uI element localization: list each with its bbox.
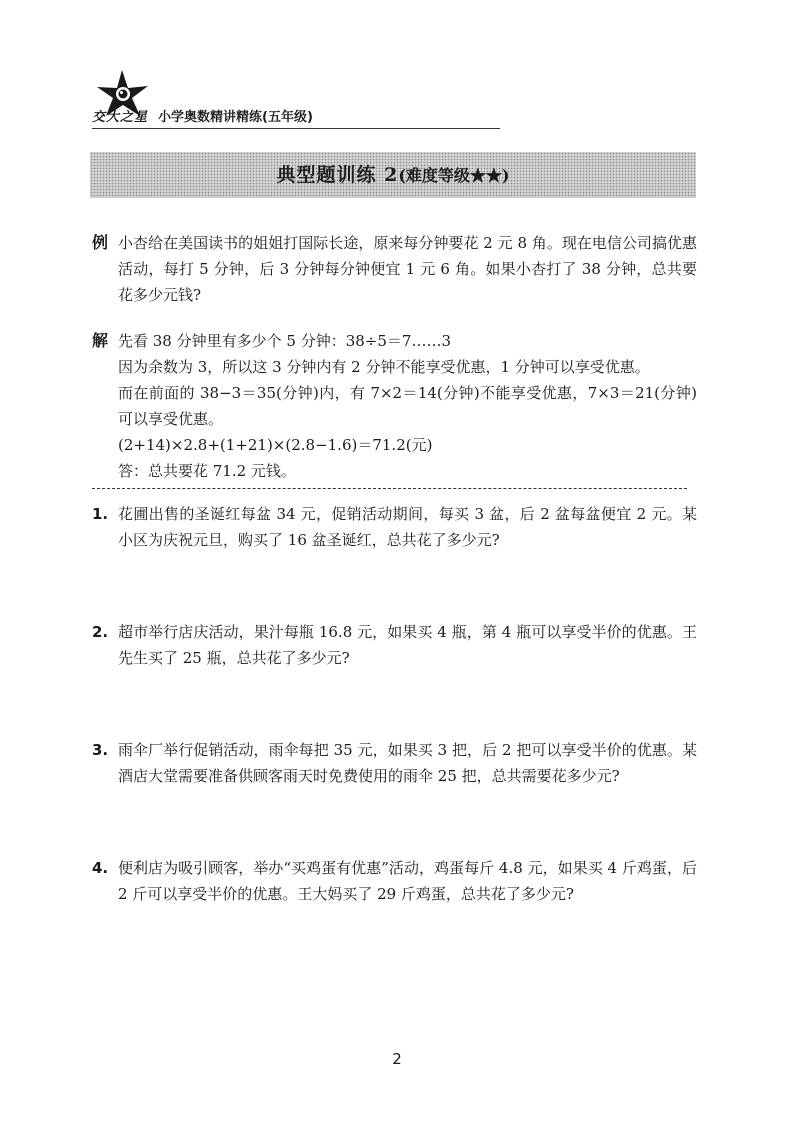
section-title: 典型题训练 2 <box>276 164 399 186</box>
example-label: 例 <box>92 233 109 252</box>
page-header <box>92 66 502 132</box>
header-divider <box>92 128 500 129</box>
problem-text: 超市举行店庆活动，果汁每瓶 16.8 元，如果买 4 瓶，第 4 瓶可以享受半价的优惠。王先生买了 25 瓶，总共花了多少元? <box>118 623 697 667</box>
brand-name: 交大之星 <box>92 110 149 125</box>
problem-item <box>92 737 697 789</box>
problem-number: 1. <box>92 505 109 523</box>
problem-item <box>92 855 697 907</box>
problem-text: 花圃出售的圣诞红每盆 34 元，促销活动期间，每买 3 盆，后 2 盆每盆便宜 2 元。某小区为庆祝元旦，购买了 16 盆圣诞红，总共花了多少元? <box>118 505 697 549</box>
problem-number: 2. <box>92 623 109 641</box>
dashed-divider <box>92 488 687 489</box>
problem-number: 4. <box>92 859 109 877</box>
problem-number: 3. <box>92 741 109 759</box>
difficulty-level: (难度等级★★) <box>398 166 510 185</box>
page-number: 2 <box>392 1050 402 1068</box>
book-title: 小学奥数精讲精练(五年级) <box>158 110 313 125</box>
section-banner <box>90 152 696 198</box>
problem-text: 雨伞厂举行促销活动，雨伞每把 35 元，如果买 3 把，后 2 把可以享受半价的优惠。某酒店大堂需要准备供顾客雨天时免费使用的雨伞 25 把，总共需要花多少元? <box>118 741 697 785</box>
solution-line: 先看 38 分钟里有多少个 5 分钟：38÷5＝7……3 <box>118 332 451 350</box>
problem-text: 便利店为吸引顾客，举办“买鸡蛋有优惠”活动，鸡蛋每斤 4.8 元，如果买 4 斤鸡蛋，后 2 斤可以享受半价的优惠。王大妈买了 29 斤鸡蛋，总共花了多少元? <box>118 859 697 903</box>
example-text: 小杏给在美国读书的姐姐打国际长途，原来每分钟要花 2 元 8 角。现在电信公司搞优惠活动，每打 5 分钟，后 3 分钟每分钟便宜 1 元 6 角。如果小杏打了 38 分钟，总共要花多少元钱? <box>118 234 697 304</box>
solution-label: 解 <box>92 331 109 350</box>
solution-line: 因为余数为 3，所以这 3 分钟内有 2 分钟不能享受优惠，1 分钟可以享受优惠。 <box>118 358 650 376</box>
solution-block <box>92 328 697 484</box>
solution-line: 而在前面的 38−3＝35(分钟)内，有 7×2＝14(分钟)不能享受优惠，7×3＝21(分钟)可以享受优惠。 <box>118 384 697 428</box>
solution-line: (2+14)×2.8+(1+21)×(2.8−1.6)＝71.2(元) <box>118 436 433 454</box>
problem-item <box>92 501 697 553</box>
page-content <box>92 230 697 907</box>
solution-line: 答：总共要花 71.2 元钱。 <box>118 462 296 480</box>
example-block <box>92 230 697 308</box>
problem-item <box>92 619 697 671</box>
